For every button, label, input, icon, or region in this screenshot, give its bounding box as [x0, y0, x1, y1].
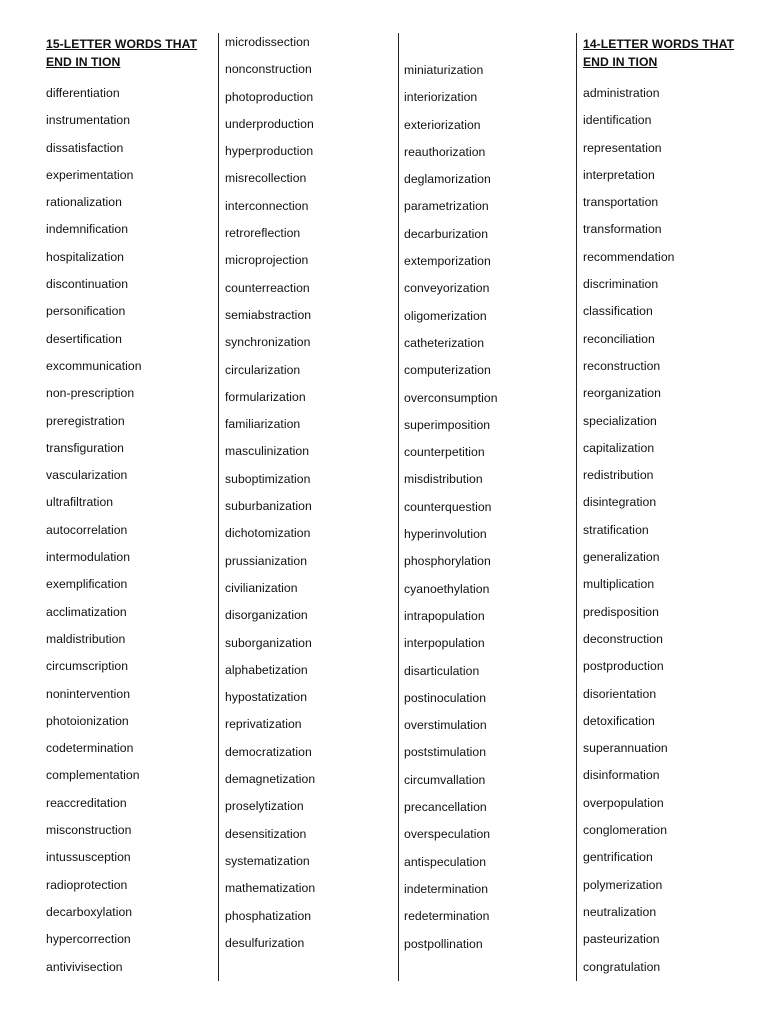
word-item: cyanoethylation: [404, 581, 490, 596]
word-item: intrapopulation: [404, 608, 485, 623]
word-item: photoproduction: [225, 89, 314, 104]
word-item: nonintervention: [46, 686, 131, 701]
word-item: identification: [583, 113, 652, 128]
word-item: reauthorization: [404, 144, 486, 159]
word-item: transportation: [583, 195, 659, 210]
word-item: acclimatization: [46, 604, 127, 619]
word-item: interpretation: [583, 167, 655, 182]
word-item: interiorization: [404, 90, 478, 105]
word-item: hyperinvolution: [404, 527, 487, 542]
word-item: gentrification: [583, 850, 653, 865]
word-item: neutralization: [583, 904, 657, 919]
word-item: proselytization: [225, 799, 304, 814]
word-item: pasteurization: [583, 932, 660, 947]
word-item: discontinuation: [46, 277, 129, 292]
word-item: exteriorization: [404, 117, 481, 132]
word-item: reaccreditation: [46, 795, 127, 810]
word-item: retroreflection: [225, 226, 301, 241]
word-item: non-prescription: [46, 386, 135, 401]
word-item: hospitalization: [46, 249, 124, 264]
word-item: mathematization: [225, 881, 316, 896]
word-item: hyperproduction: [225, 144, 314, 159]
column-2: [225, 29, 395, 957]
word-item: democratization: [225, 744, 312, 759]
word-item: deglamorization: [404, 172, 491, 187]
word-item: disorientation: [583, 686, 657, 701]
word-item: hypostatization: [225, 690, 308, 705]
word-item: maldistribution: [46, 631, 126, 646]
word-item: complementation: [46, 768, 140, 783]
word-item: ultrafiltration: [46, 495, 114, 510]
word-item: antispeculation: [404, 854, 487, 869]
word-item: parametrization: [404, 199, 489, 214]
word-item: formularization: [225, 389, 306, 404]
word-item: disinformation: [583, 768, 660, 783]
word-item: dissatisfaction: [46, 140, 124, 155]
column-divider: [576, 33, 577, 981]
word-item: deconstruction: [583, 631, 663, 646]
word-item: disorganization: [225, 608, 308, 623]
word-item: intermodulation: [46, 550, 131, 565]
word-item: hypercorrection: [46, 932, 131, 947]
word-item: prussianization: [225, 553, 308, 568]
word-item: conveyorization: [404, 281, 490, 296]
word-item: misconstruction: [46, 823, 132, 838]
word-item: detoxification: [583, 713, 655, 728]
word-item: indemnification: [46, 222, 129, 237]
column-heading: 15-LETTER WORDS THAT END IN TION: [46, 37, 198, 69]
word-item: desensitization: [225, 826, 307, 841]
word-item: circumvallation: [404, 772, 486, 787]
word-item: overstimulation: [404, 718, 487, 733]
word-item: phosphorylation: [404, 554, 491, 569]
word-item: oligomerization: [404, 308, 487, 323]
word-item: reorganization: [583, 386, 661, 401]
word-item: discrimination: [583, 277, 659, 292]
word-item: reprivatization: [225, 717, 302, 732]
word-item: disintegration: [583, 495, 657, 510]
word-item: microprojection: [225, 253, 309, 268]
word-item: systematization: [225, 853, 310, 868]
word-item: differentiation: [46, 86, 120, 100]
word-item: poststimulation: [404, 745, 487, 760]
word-item: redetermination: [404, 909, 490, 924]
word-item: reconstruction: [583, 358, 661, 373]
word-item: suboptimization: [225, 471, 311, 486]
word-item: precancellation: [404, 800, 487, 815]
word-item: misrecollection: [225, 171, 307, 186]
word-item: semiabstraction: [225, 307, 312, 322]
word-item: exemplification: [46, 577, 128, 592]
word-item: rationalization: [46, 195, 122, 210]
word-item: redistribution: [583, 468, 654, 483]
word-item: overconsumption: [404, 390, 498, 405]
word-item: decarboxylation: [46, 904, 133, 919]
word-item: excommunication: [46, 358, 142, 373]
word-item: predisposition: [583, 604, 659, 619]
word-item: personification: [46, 304, 126, 319]
word-item: nonconstruction: [225, 62, 312, 77]
word-item: catheterization: [404, 335, 485, 350]
column-divider: [398, 33, 399, 981]
word-item: circularization: [225, 362, 301, 377]
word-item: demagnetization: [225, 772, 316, 787]
word-item: postproduction: [583, 659, 664, 674]
word-item: photoionization: [46, 713, 129, 728]
word-item: alphabetization: [225, 662, 308, 677]
word-item: overspeculation: [404, 827, 491, 842]
word-item: representation: [583, 140, 662, 155]
word-item: codetermination: [46, 741, 134, 756]
column-divider: [218, 33, 219, 981]
word-item: desertification: [46, 331, 122, 346]
word-item: miniaturization: [404, 63, 484, 77]
word-item: instrumentation: [46, 113, 131, 128]
word-item: transfiguration: [46, 440, 124, 455]
column-heading: 14-LETTER WORDS THAT END IN TION: [583, 37, 735, 69]
word-item: interconnection: [225, 198, 309, 213]
word-item: capitalization: [583, 440, 655, 455]
word-item: radioprotection: [46, 877, 128, 892]
word-item: indetermination: [404, 881, 489, 896]
word-item: superannuation: [583, 741, 668, 756]
word-item: reconciliation: [583, 331, 655, 346]
word-item: transformation: [583, 222, 662, 237]
word-item: underproduction: [225, 116, 314, 131]
word-item: decarburization: [404, 226, 489, 241]
word-item: autocorrelation: [46, 522, 128, 537]
word-item: intussusception: [46, 850, 131, 865]
word-item: phosphatization: [225, 908, 312, 923]
word-item: vascularization: [46, 468, 128, 483]
word-item: superimposition: [404, 417, 491, 432]
word-item: synchronization: [225, 335, 311, 350]
word-item: overpopulation: [583, 795, 664, 810]
word-item: counterquestion: [404, 499, 492, 514]
word-item: postinoculation: [404, 690, 487, 705]
word-item: counterpetition: [404, 445, 485, 460]
column-4: [583, 30, 753, 981]
word-item: stratification: [583, 522, 649, 537]
word-item: circumscription: [46, 659, 129, 674]
word-item: misdistribution: [404, 472, 483, 487]
word-item: multiplication: [583, 577, 655, 592]
word-item: classification: [583, 304, 653, 319]
word-item: familiarization: [225, 417, 301, 432]
column-1: [46, 30, 216, 981]
word-item: congratulation: [583, 959, 661, 974]
word-item: computerization: [404, 363, 491, 378]
word-item: specialization: [583, 413, 657, 428]
word-item: suburbanization: [225, 499, 312, 514]
word-item: extemporization: [404, 254, 491, 269]
word-item: polymerization: [583, 877, 663, 892]
word-item: experimentation: [46, 167, 134, 182]
word-item: preregistration: [46, 413, 125, 428]
word-item: desulfurization: [225, 935, 305, 950]
word-item: antivivisection: [46, 959, 123, 974]
word-item: generalization: [583, 550, 660, 565]
word-item: masculinization: [225, 444, 310, 459]
word-item: conglomeration: [583, 823, 668, 838]
word-item: civilianization: [225, 580, 298, 595]
word-item: interpopulation: [404, 636, 485, 651]
word-item: dichotomization: [225, 526, 311, 541]
word-item: disarticulation: [404, 663, 480, 678]
word-item: counterreaction: [225, 280, 310, 295]
word-item: suborganization: [225, 635, 312, 650]
column-3: [404, 57, 574, 958]
word-item: microdissection: [225, 35, 310, 49]
word-item: postpollination: [404, 936, 483, 951]
word-item: administration: [583, 86, 660, 100]
word-item: recommendation: [583, 249, 675, 264]
